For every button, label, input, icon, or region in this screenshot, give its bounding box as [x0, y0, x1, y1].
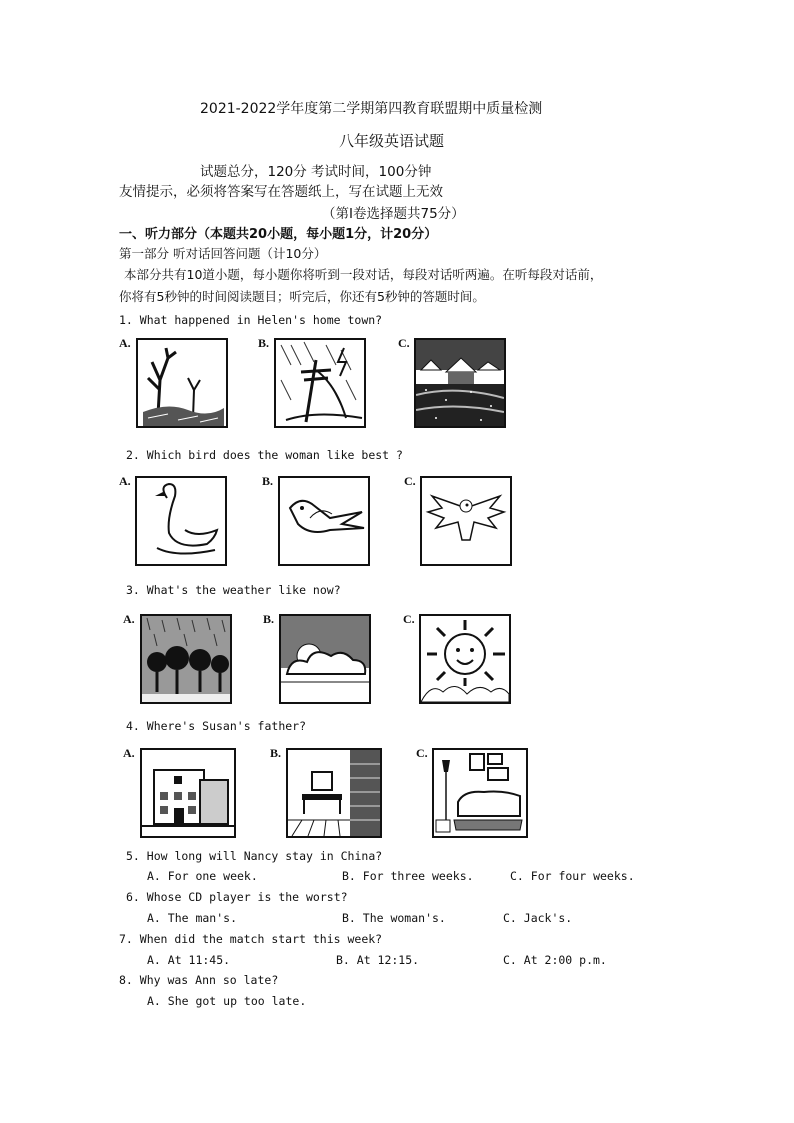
volume-note: （第Ⅰ卷选择题共75分）	[322, 206, 465, 222]
study-room-icon	[286, 748, 382, 838]
question-1: 1. What happened in Helen's home town?	[119, 313, 383, 327]
living-room-icon	[432, 748, 528, 838]
option-7c: C. At 2:00 p.m.	[503, 953, 607, 967]
option-label: B.	[270, 746, 282, 760]
hospital-icon	[140, 748, 236, 838]
part1-heading: 第一部分 听对话回答问题（计10分）	[119, 246, 327, 261]
option-label: A.	[119, 474, 131, 488]
snowy-village-icon	[414, 338, 506, 428]
option-label: A.	[123, 746, 135, 760]
exam-title: 2021-2022学年度第二学期第四教育联盟期中质量检测	[200, 101, 543, 117]
option-5b: B. For three weeks.	[342, 869, 474, 883]
option-label: C.	[398, 336, 410, 350]
sunny-icon	[419, 614, 511, 704]
question-4: 4. Where's Susan's father?	[126, 719, 307, 733]
instructions-line1: 本部分共有10道小题，每小题你将听到一段对话，每段对话听两遍。在听每段对话前，	[124, 267, 603, 282]
question-2: 2. Which bird does the woman like best ?	[126, 448, 403, 462]
option-label: B.	[263, 612, 275, 626]
option-5a: A. For one week.	[147, 869, 258, 883]
option-label: A.	[123, 612, 135, 626]
question-8: 8. Why was Ann so late?	[119, 973, 279, 987]
friendly-tip: 友情提示，必须将答案写在答题纸上，写在试题上无效	[119, 184, 443, 200]
rain-forest-icon	[140, 614, 232, 704]
storm-broken-pole-icon	[274, 338, 366, 428]
question-5: 5. How long will Nancy stay in China?	[126, 849, 383, 863]
dead-tree-drought-icon	[136, 338, 228, 428]
section-heading: 一、听力部分（本题共20小题，每小题1分，计20分）	[119, 227, 438, 242]
question-6: 6. Whose CD player is the worst?	[126, 890, 348, 904]
swan-icon	[135, 476, 227, 566]
option-7a: A. At 11:45.	[147, 953, 231, 967]
swallow-icon	[278, 476, 370, 566]
option-7b: B. At 12:15.	[336, 953, 420, 967]
option-6c: C. Jack's.	[503, 911, 573, 925]
exam-info: 试题总分，120分 考试时间，100分钟	[200, 164, 432, 180]
option-label: C.	[404, 474, 416, 488]
instructions-line2: 你将有5秒钟的时间阅读题目；听完后，你还有5秒钟的答题时间。	[119, 289, 485, 304]
option-label: C.	[403, 612, 415, 626]
option-6b: B. The woman's.	[342, 911, 446, 925]
option-label: B.	[258, 336, 270, 350]
option-label: C.	[416, 746, 428, 760]
eagle-icon	[420, 476, 512, 566]
option-6a: A. The man's.	[147, 911, 238, 925]
question-3: 3. What's the weather like now?	[126, 583, 341, 597]
option-label: A.	[119, 336, 131, 350]
question-7: 7. When did the match start this week?	[119, 932, 383, 946]
exam-subtitle: 八年级英语试题	[339, 132, 445, 150]
option-label: B.	[262, 474, 274, 488]
option-5c: C. For four weeks.	[510, 869, 635, 883]
cloudy-sun-icon	[279, 614, 371, 704]
option-8a: A. She got up too late.	[147, 994, 307, 1008]
